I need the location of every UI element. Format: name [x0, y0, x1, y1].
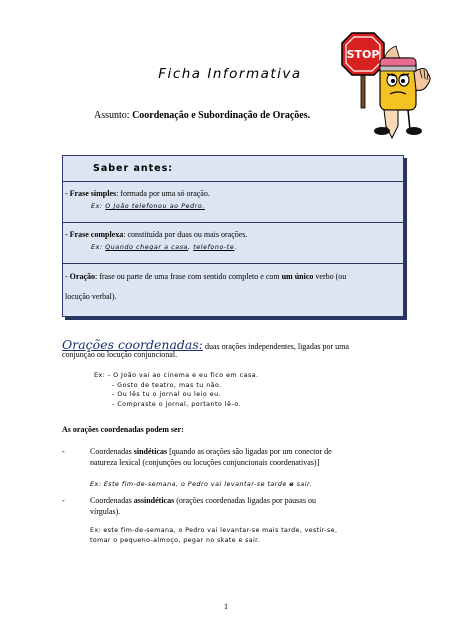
- sindeticas-item: [62, 446, 392, 496]
- example-line: Ex: - O João vai ao cinema e eu fico em casa.: [94, 372, 259, 379]
- subject-line: [94, 110, 310, 121]
- oracao-row: [63, 264, 403, 316]
- saber-antes-box: [62, 155, 404, 317]
- box-header: [63, 156, 403, 182]
- stop-sign-text: STOP: [346, 48, 380, 61]
- assindeticas-example: Ex: este fim-de-semana, o Pedro vai levantar-se mais tarde, vestir-se, tomar o pequeno-almoço, pegar no skate e sair.: [90, 527, 338, 544]
- stop-sign-pencil-mascot-icon: [340, 30, 436, 142]
- sindeticas-definition: Coordenadas sindéticas [quando as orações são ligadas por um conector de natureza lexical (conjunções ou locuções conjuncionais coordenativas)]: [90, 447, 332, 467]
- oracao-definition: - Oração: frase ou parte de uma frase com sentido completo e com um único verbo (ou: [65, 272, 347, 281]
- frase-simples-row: [63, 182, 403, 223]
- item-dash: -: [62, 447, 65, 456]
- example-line: - Gosto de teatro, mas tu não.: [112, 381, 222, 389]
- assindeticas-definition: Coordenadas assindéticas (orações coordenadas ligadas por pausas ou vírgulas).: [90, 496, 316, 516]
- oracao-definition-cont: locução verbal).: [65, 292, 117, 301]
- coordenadas-heading: Orações coordenadas:: [62, 337, 203, 352]
- subject-label: Assunto:: [94, 110, 130, 121]
- coordenadas-types-heading: As orações coordenadas podem ser:: [62, 425, 184, 434]
- coordenadas-definition: duas orações independentes, ligadas por uma: [205, 342, 349, 351]
- frase-simples-definition: - Frase simples: formada por uma só oração.: [65, 189, 210, 198]
- frase-simples-example: Ex: O João telefonou ao Pedro.: [91, 203, 205, 210]
- coordenadas-examples: [94, 371, 259, 409]
- box-heading: Saber antes:: [93, 163, 174, 174]
- example-line: - Ou lês tu o jornal ou leio eu.: [112, 391, 222, 398]
- frase-complexa-example: Ex: Quando chegar a casa, telefono-te.: [91, 244, 237, 251]
- example-line: - Compraste o jornal, portanto lê-o.: [112, 400, 242, 408]
- coordenadas-definition-cont: conjunção ou locução conjuncional.: [62, 350, 178, 359]
- page-number: 1: [224, 602, 228, 611]
- sindeticas-example: Ex: Este fim-de-semana, o Pedro vai levantar-se tarde e sair.: [90, 481, 312, 488]
- frase-complexa-row: [63, 223, 403, 264]
- frase-complexa-definition: - Frase complexa: constituída por duas ou mais orações.: [65, 230, 248, 239]
- item-dash: -: [62, 496, 65, 505]
- assindeticas-item: [62, 495, 392, 555]
- page-title: Ficha Informativa: [158, 66, 302, 82]
- subject-value: Coordenação e Subordinação de Orações.: [132, 110, 311, 121]
